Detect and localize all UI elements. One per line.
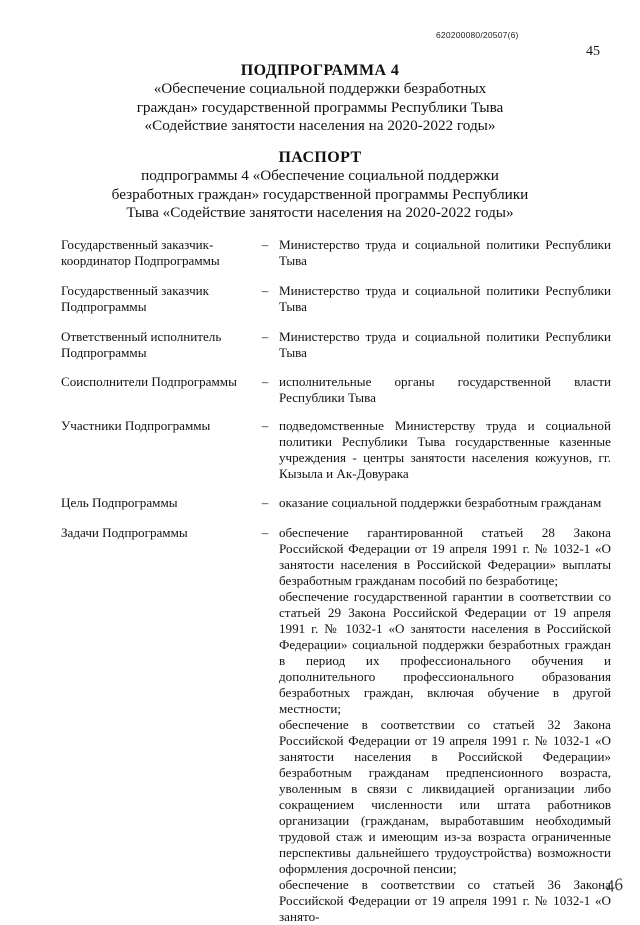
passport-row-executor: [61, 329, 611, 374]
row-value-paragraph: Министерство труда и социальной политики Республики Тыва: [279, 329, 611, 360]
row-value: [279, 283, 611, 315]
subprogram-subtitle: [40, 80, 600, 136]
row-label: Государственный заказчик-координатор Подпрограммы: [61, 237, 220, 268]
row-label: Государственный заказчик Подпрограммы: [61, 283, 210, 314]
passport-row-tasks: [61, 525, 611, 925]
row-label: Участники Подпрограммы: [61, 418, 211, 433]
subprogram-subtitle-line: граждан» государственной программы Республики Тыва: [136, 98, 504, 116]
passport-row-participants: [61, 418, 611, 495]
handwritten-page-mark: 46: [604, 874, 625, 897]
passport-subtitle: [40, 167, 600, 223]
document-id: 620200080/20507(6): [436, 30, 519, 40]
row-value: [279, 495, 611, 511]
row-label: Соисполнители Подпрограммы: [61, 374, 237, 389]
row-dash: –: [261, 525, 269, 540]
row-label: Цель Подпрограммы: [61, 495, 178, 510]
row-value-paragraph: обеспечение гарантированной статьей 28 Закона Российской Федерации от 19 апреля 1991 г. № 1032-1 «О занятости населения в Российской Федерации» выплаты безработным гражданам пособий по безработице;: [279, 525, 611, 588]
subprogram-subtitle-line: «Обеспечение социальной поддержки безработных: [153, 80, 487, 97]
row-value: [279, 418, 611, 482]
passport-subtitle-line: безработных граждан» государственной программы Республики: [111, 185, 529, 203]
passport-row-customer: [61, 283, 611, 329]
row-value: [279, 237, 611, 269]
passport-subtitle-line: Тыва «Содействие занятости населения на 2020-2022 годы»: [126, 204, 514, 221]
page-number: 45: [586, 44, 600, 59]
row-value-paragraph: оказание социальной поддержки безработным гражданам: [279, 495, 602, 510]
row-value-paragraph: Министерство труда и социальной политики Республики Тыва: [279, 283, 611, 314]
subprogram-subtitle-line: «Содействие занятости населения на 2020-2022 годы»: [144, 117, 496, 134]
row-dash: –: [261, 374, 269, 389]
passport-table: [61, 237, 611, 925]
passport-row-coordinator: [61, 237, 611, 283]
row-dash: –: [261, 329, 269, 344]
row-value-paragraph: подведомственные Министерству труда и социальной политики Республики Тыва государственные казенные учреждения - центры занятости населения кожуунов, гг. Кызыла и Ак-Довурака: [279, 418, 611, 481]
passport-subtitle-line: подпрограммы 4 «Обеспечение социальной поддержки: [141, 167, 499, 184]
row-value-paragraph: обеспечение в соответствии со статьей 32 Закона Российской Федерации от 19 апреля 1991 г. № 1032-1 «О занятости населения в Российской Федерации» безработным гражданам предпенсионного возраста, уволенным в связи с ликвидацией организации либо сокращением численности или штата работников организации (гражданам, выработавшим необходимый трудовой стаж и имеющим из-за возраста ограниченные перспективы дальнейшего трудоустройства) возможности оформления досрочной пенсии;: [279, 717, 611, 876]
row-label: Ответственный исполнитель Подпрограммы: [61, 329, 222, 360]
row-dash: –: [261, 495, 269, 510]
row-dash: –: [261, 237, 269, 252]
row-value-paragraph: обеспечение государственной гарантии в соответствии со статьей 29 Закона Российской Федерации от 19 апреля 1991 г. № 1032-1 «О занятости населения в Российской Федерации» социальной поддержки безработных граждан в период их профессионального обучения и дополнительного профессионального образования безработных граждан, включая обучение в другой местности;: [279, 589, 611, 716]
row-dash: –: [261, 418, 269, 433]
row-dash: –: [261, 283, 269, 298]
row-value-paragraph: Министерство труда и социальной политики Республики Тыва: [279, 237, 611, 268]
passport-row-coexecutors: [61, 374, 611, 418]
row-value-paragraph: обеспечение в соответствии со статьей 36 Закона Российской Федерации от 19 апреля 1991 г. № 1032-1 «О занято-: [279, 877, 611, 924]
passport-title: ПАСПОРТ: [278, 149, 362, 166]
passport-row-goal: [61, 495, 611, 525]
row-value-paragraph: исполнительные органы государственной власти Республики Тыва: [279, 374, 611, 405]
row-value: [279, 374, 611, 406]
row-value: [279, 525, 611, 925]
subprogram-title: ПОДПРОГРАММА 4: [240, 62, 400, 79]
row-value: [279, 329, 611, 361]
row-label: Задачи Подпрограммы: [61, 525, 188, 540]
